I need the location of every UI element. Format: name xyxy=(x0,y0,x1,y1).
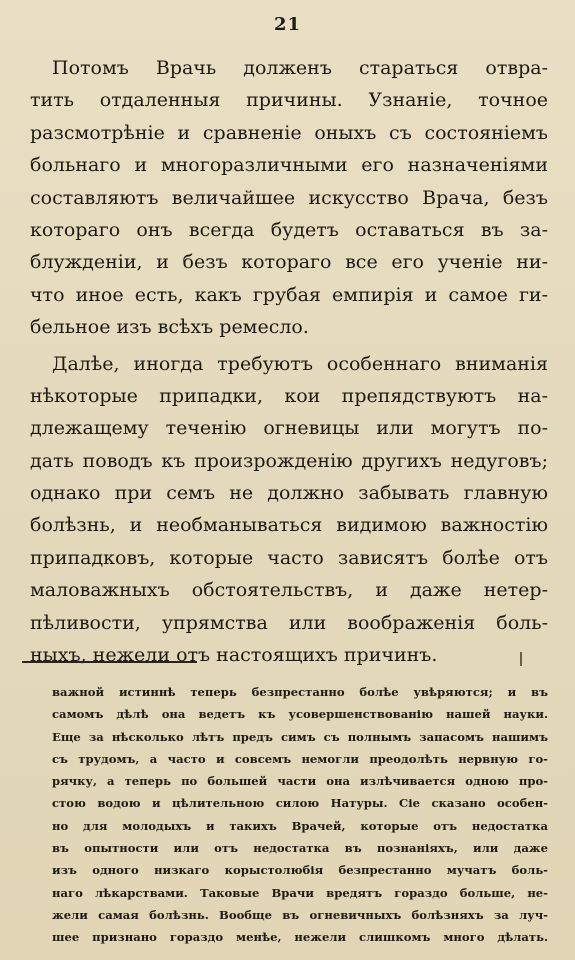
footnote-line: самомъ дѣлѣ она ведетъ къ усовершенствованію нашей науки. xyxy=(52,707,548,722)
footnote-line: Еще за нѣсколько лѣтъ предъ симъ съ полнымъ запасомъ нашимъ xyxy=(52,729,548,744)
text-line: что иное есть, какъ грубая емпирія и самое ги- xyxy=(30,283,548,306)
text-line: блужденіи, и безъ котораго все его ученіе ни- xyxy=(30,251,548,274)
text-line: маловажныхъ обстоятельствъ, и даже нетер- xyxy=(30,579,548,602)
text-line: припадковъ, которые часто зависятъ болѣе отъ xyxy=(30,546,548,569)
footnote-line: стою водою и цѣлительною силою Натуры. Сіе сказано особен- xyxy=(52,796,548,811)
text-line: Далѣе, иногда требуютъ особеннаго вниманія xyxy=(52,352,548,375)
text-line: болѣзнь, и необманываться видимою важностію xyxy=(30,514,548,537)
text-line: разсмотрѣніе и сравненіе оныхъ съ состояніемъ xyxy=(30,121,548,144)
text-line: длежащему теченію огневицы или могутъ по- xyxy=(30,417,548,440)
text-line: однако при семъ не должно забывать главную xyxy=(30,482,548,505)
paragraph-2 xyxy=(30,348,548,672)
footnote-line: наго лѣкарствами. Таковые Врачи вредятъ гораздо больше, не- xyxy=(52,885,548,900)
footnote-divider xyxy=(22,661,197,663)
main-text xyxy=(30,52,548,671)
footnote-line: жели самая болѣзнь. Вообще въ огневичныхъ болѣзняхъ за луч- xyxy=(52,907,548,922)
footnote-line: изъ одного низкаго корыстолюбія безпрестанно мучатъ боль- xyxy=(52,863,548,878)
text-line: ныхъ, нежели отъ настоящихъ причинъ. xyxy=(30,644,438,667)
footnote-line: шее признано гораздо менѣе, нежели слишкомъ много дѣлать. xyxy=(52,930,548,945)
divider-tick xyxy=(520,652,525,666)
page-number: 21 xyxy=(273,14,302,35)
text-line: тить отдаленныя причины. Узнаніе, точное xyxy=(30,89,548,112)
text-line: нѣкоторые припадки, кои препядствуютъ на- xyxy=(30,384,548,407)
footnote-line: въ опытности или отъ недостатка въ познаніяхъ, или даже xyxy=(52,841,548,856)
text-line: бельное изъ всѣхъ ремесло. xyxy=(30,316,309,339)
text-line: котораго онъ всегда будетъ оставаться въ за- xyxy=(30,218,548,241)
text-line: пѣливости, упрямства или воображенія боль- xyxy=(30,611,548,634)
footnote-line: важной истиннѣ теперь безпрестанно болѣе увѣряются; и въ xyxy=(52,685,548,699)
text-line: дать поводъ къ произрожденію другихъ недуговъ; xyxy=(30,449,548,472)
footnote-line: съ трудомъ, а часто и совсемъ немогли преодолѣть нервную го- xyxy=(52,751,548,766)
text-line: составляютъ величайшее искусство Врача, безъ xyxy=(30,186,548,209)
paragraph-1 xyxy=(30,52,548,344)
text-line: больнаго и многоразличными его назначеніями xyxy=(30,154,548,177)
footnote-line: но для молодыхъ и такихъ Врачей, которые отъ недостатка xyxy=(52,818,548,833)
text-line: Потомъ Врачь долженъ стараться отвра- xyxy=(52,57,548,79)
footnote xyxy=(52,681,548,949)
footnote-line: рячку, а теперь по большей части она излѣчивается одною про- xyxy=(52,774,548,789)
